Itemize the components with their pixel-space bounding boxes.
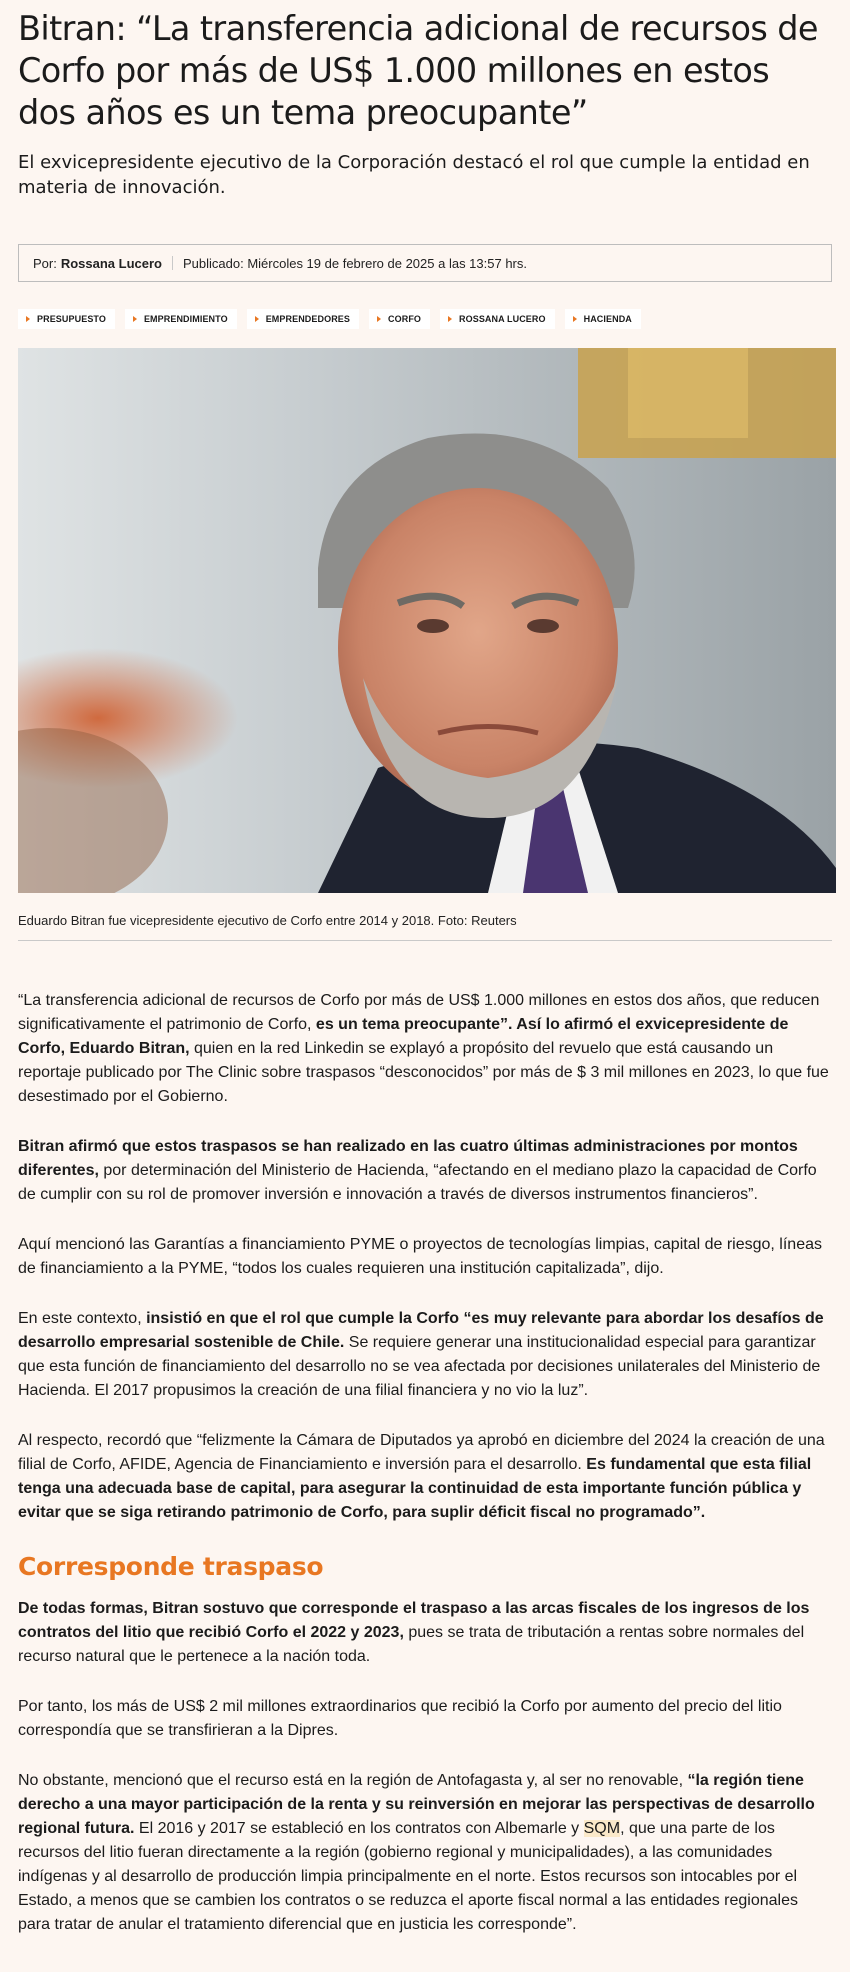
tag[interactable]: CORFO — [369, 309, 430, 329]
article-body — [18, 989, 832, 1937]
published-date: Publicado: Miércoles 19 de febrero de 2025 a las 13:57 hrs. — [183, 255, 527, 271]
tag-arrow-icon — [573, 316, 577, 322]
tag-list — [18, 309, 832, 329]
author-link[interactable]: Rossana Lucero — [60, 255, 162, 271]
article — [0, 8, 850, 1937]
byline-divider — [172, 256, 173, 270]
paragraph: Por tanto, los más de US$ 2 mil millones extraordinarios que recibió la Corfo por aumento del precio del litio correspondía que se transfirieran a la Dipres. — [18, 1698, 782, 1739]
tag[interactable]: PRESUPUESTO — [18, 309, 115, 329]
tag[interactable]: HACIENDA — [565, 309, 641, 329]
article-title: Bitran: “La transferencia adicional de recursos de Corfo por más de US$ 1.000 millones en estos dos años es un tema preocupante” — [18, 9, 818, 132]
tag[interactable]: EMPRENDEDORES — [247, 309, 359, 329]
tag-arrow-icon — [448, 316, 452, 322]
paragraph: Bitran afirmó que estos traspasos se han realizado en las cuatro últimas administraciones por montos diferentes, por determinación del Ministerio de Hacienda, “afectando en el mediano plazo la capacidad de Corfo de cumplir con su rol de promover inversión e innovación a través de diversos instrumentos financieros”. — [18, 1138, 817, 1203]
sqm-link[interactable]: SQM — [583, 1820, 621, 1837]
paragraph: “La transferencia adicional de recursos de Corfo por más de US$ 1.000 millones en estos dos años, que reducen significativamente el patrimonio de Corfo, es un tema preocupante”. Así lo afirmó el exvicepresidente de Corfo, Eduardo Bitran, quien en la red Linkedin se explayó a propósito del revuelo que está causando un reportaje publicado por The Clinic sobre traspasos “desconocidos” por más de $ 3 mil millones en 2023, lo que fue desestimado por el Gobierno. — [18, 992, 829, 1105]
paragraph: Aquí mencionó las Garantías a financiamiento PYME o proyectos de tecnologías limpias, capital de riesgo, líneas de financiamiento a la PYME, “todos los cuales requieren una institución capitalizada”, dijo. — [18, 1236, 822, 1277]
author-prefix: Por: — [33, 255, 57, 271]
tag-arrow-icon — [255, 316, 259, 322]
tag-arrow-icon — [377, 316, 381, 322]
article-subtitle: El exvicepresidente ejecutivo de la Corporación destacó el rol que cumple la entidad en materia de innovación. — [18, 152, 810, 198]
tag[interactable]: EMPRENDIMIENTO — [125, 309, 237, 329]
section-heading: Corresponde traspaso — [18, 1552, 324, 1581]
tag-arrow-icon — [26, 316, 30, 322]
article-photo — [18, 348, 836, 893]
divider — [18, 940, 832, 941]
paragraph: Al respecto, recordó que “felizmente la Cámara de Diputados ya aprobó en diciembre del 2024 la creación de una filial de Corfo, AFIDE, Agencia de Financiamiento e inversión para el desarrollo. Es fundamental que esta filial tenga una adecuada base de capital, para asegurar la continuidad de esta importante función pública y evitar que se siga retirando patrimonio de Corfo, para suplir déficit fiscal no programado”. — [18, 1432, 825, 1521]
paragraph: No obstante, mencionó que el recurso está en la región de Antofagasta y, al ser no renovable, “la región tiene derecho a una mayor participación de la renta y su reinversión en mejorar las perspectivas de desarrollo regional futura. El 2016 y 2017 se estableció en los contratos con Albemarle y SQM, que una parte de los recursos del litio fueran directamente a la región (gobierno regional y municipalidades), a las comunidades indígenas y al desarrollo de producción limpia principalmente en el norte. Estos recursos son intocables por el Estado, a menos que se cambien los contratos o se reduzca el aporte fiscal normal a las entidades regionales para tratar de anular el tratamiento diferencial que en justicia les corresponde”. — [18, 1772, 815, 1933]
paragraph: En este contexto, insistió en que el rol que cumple la Corfo “es muy relevante para abordar los desafíos de desarrollo empresarial sostenible de Chile. Se requiere generar una institucionalidad especial para garantizar que esta función de financiamiento del desarrollo no se vea afectada por decisiones unilaterales del Ministerio de Hacienda. El 2017 propusimos la creación de una filial financiera y no vio la luz”. — [18, 1310, 824, 1399]
tag-arrow-icon — [133, 316, 137, 322]
photo-caption: Eduardo Bitran fue vicepresidente ejecutivo de Corfo entre 2014 y 2018. Foto: Reuters — [18, 913, 517, 928]
tag[interactable]: ROSSANA LUCERO — [440, 309, 555, 329]
byline — [18, 244, 832, 282]
paragraph: De todas formas, Bitran sostuvo que corresponde el traspaso a las arcas fiscales de los ingresos de los contratos del litio que recibió Corfo el 2022 y 2023, pues se trata de tributación a rentas sobre normales del recurso natural que le pertenece a la nación toda. — [18, 1600, 810, 1665]
